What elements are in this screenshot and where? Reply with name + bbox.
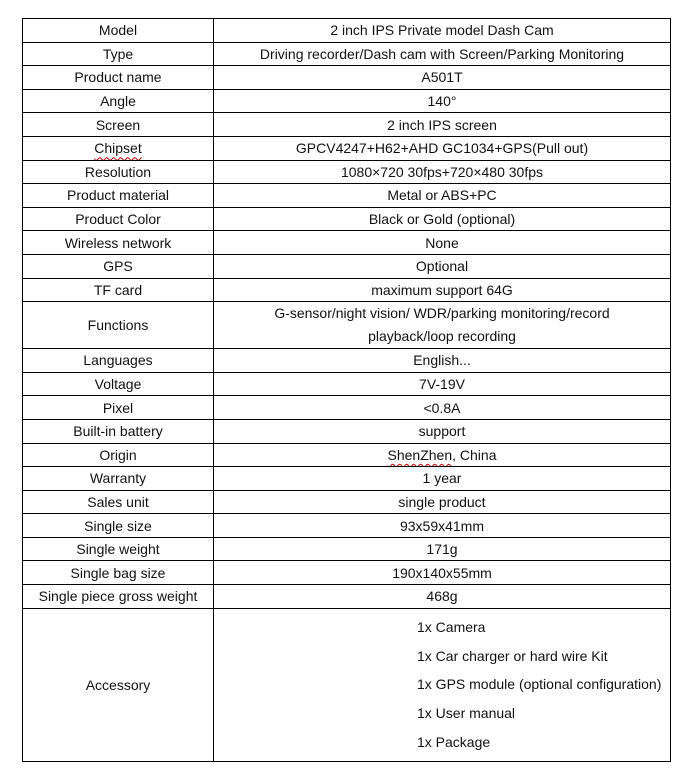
row-label-product-name: Product name xyxy=(23,66,214,90)
row-label-languages: Languages xyxy=(23,349,214,373)
row-label-built-in-battery: Built-in battery xyxy=(23,419,214,443)
table-row xyxy=(23,419,671,443)
row-value-single-bag-size: 190x140x55mm xyxy=(214,561,671,585)
accessory-item: 1x Camera xyxy=(417,619,486,636)
row-label-chipset xyxy=(23,136,214,160)
row-value-single-size: 93x59x41mm xyxy=(214,514,671,538)
table-row xyxy=(23,184,671,208)
functions-line-1: G-sensor/night vision/ WDR/parking monitoring/record xyxy=(274,305,610,322)
table-row xyxy=(23,302,671,349)
accessory-item: 1x Package xyxy=(417,733,491,750)
row-value-voltage: 7V-19V xyxy=(214,372,671,396)
row-label-gps: GPS xyxy=(23,254,214,278)
row-label-origin: Origin xyxy=(23,443,214,467)
row-value-product-material: Metal or ABS+PC xyxy=(214,184,671,208)
row-value-gps: Optional xyxy=(214,254,671,278)
table-row xyxy=(23,443,671,467)
row-value-functions xyxy=(214,302,671,349)
row-label-product-material: Product material xyxy=(23,184,214,208)
row-label-type: Type xyxy=(23,42,214,66)
row-value-accessory xyxy=(214,608,671,761)
spellcheck-word: Chipset xyxy=(94,140,142,157)
row-label-gross-weight: Single piece gross weight xyxy=(23,585,214,609)
table-row xyxy=(23,561,671,585)
row-label-model: Model xyxy=(23,19,214,43)
row-label-screen: Screen xyxy=(23,113,214,137)
table-row xyxy=(23,608,671,761)
row-value-single-weight: 171g xyxy=(214,537,671,561)
row-value-wireless-network: None xyxy=(214,231,671,255)
row-label-wireless-network: Wireless network xyxy=(23,231,214,255)
table-row xyxy=(23,136,671,160)
table-row xyxy=(23,160,671,184)
row-label-tf-card: TF card xyxy=(23,278,214,302)
table-row xyxy=(23,19,671,43)
table-row xyxy=(23,66,671,90)
table-row xyxy=(23,231,671,255)
row-label-angle: Angle xyxy=(23,89,214,113)
row-value-pixel: <0.8A xyxy=(214,396,671,420)
table-row xyxy=(23,278,671,302)
table-row xyxy=(23,467,671,491)
row-value-languages: English... xyxy=(214,349,671,373)
origin-country: , China xyxy=(452,446,497,463)
row-value-warranty: 1 year xyxy=(214,467,671,491)
row-value-gross-weight: 468g xyxy=(214,585,671,609)
table-row xyxy=(23,42,671,66)
spellcheck-word: ShenZhen xyxy=(387,446,453,463)
row-value-product-name: A501T xyxy=(214,66,671,90)
accessory-item: 1x Car charger or hard wire Kit xyxy=(417,647,608,664)
row-label-sales-unit: Sales unit xyxy=(23,490,214,514)
row-label-pixel: Pixel xyxy=(23,396,214,420)
row-label-accessory: Accessory xyxy=(23,608,214,761)
row-value-model: 2 inch IPS Private model Dash Cam xyxy=(214,19,671,43)
row-label-warranty: Warranty xyxy=(23,467,214,491)
table-row xyxy=(23,372,671,396)
table-row xyxy=(23,89,671,113)
row-value-angle: 140° xyxy=(214,89,671,113)
table-row xyxy=(23,514,671,538)
row-value-screen: 2 inch IPS screen xyxy=(214,113,671,137)
row-value-built-in-battery: support xyxy=(214,419,671,443)
table-row xyxy=(23,207,671,231)
table-row xyxy=(23,349,671,373)
table-row xyxy=(23,585,671,609)
spec-table xyxy=(22,18,671,762)
row-value-type: Driving recorder/Dash cam with Screen/Parking Monitoring xyxy=(214,42,671,66)
table-row xyxy=(23,396,671,420)
table-row xyxy=(23,254,671,278)
row-label-single-weight: Single weight xyxy=(23,537,214,561)
row-label-functions: Functions xyxy=(23,302,214,349)
functions-line-2: playback/loop recording xyxy=(368,328,516,345)
row-value-product-color: Black or Gold (optional) xyxy=(214,207,671,231)
table-row xyxy=(23,113,671,137)
row-value-resolution: 1080×720 30fps+720×480 30fps xyxy=(214,160,671,184)
table-row xyxy=(23,537,671,561)
row-label-resolution: Resolution xyxy=(23,160,214,184)
row-label-voltage: Voltage xyxy=(23,372,214,396)
row-label-product-color: Product Color xyxy=(23,207,214,231)
row-value-sales-unit: single product xyxy=(214,490,671,514)
row-value-origin xyxy=(214,443,671,467)
row-label-single-size: Single size xyxy=(23,514,214,538)
accessory-item: 1x User manual xyxy=(417,704,516,721)
row-label-single-bag-size: Single bag size xyxy=(23,561,214,585)
table-row xyxy=(23,490,671,514)
row-value-tf-card: maximum support 64G xyxy=(214,278,671,302)
row-value-chipset: GPCV4247+H62+AHD GC1034+GPS(Pull out) xyxy=(214,136,671,160)
accessory-item: 1x GPS module (optional configuration) xyxy=(417,676,662,693)
